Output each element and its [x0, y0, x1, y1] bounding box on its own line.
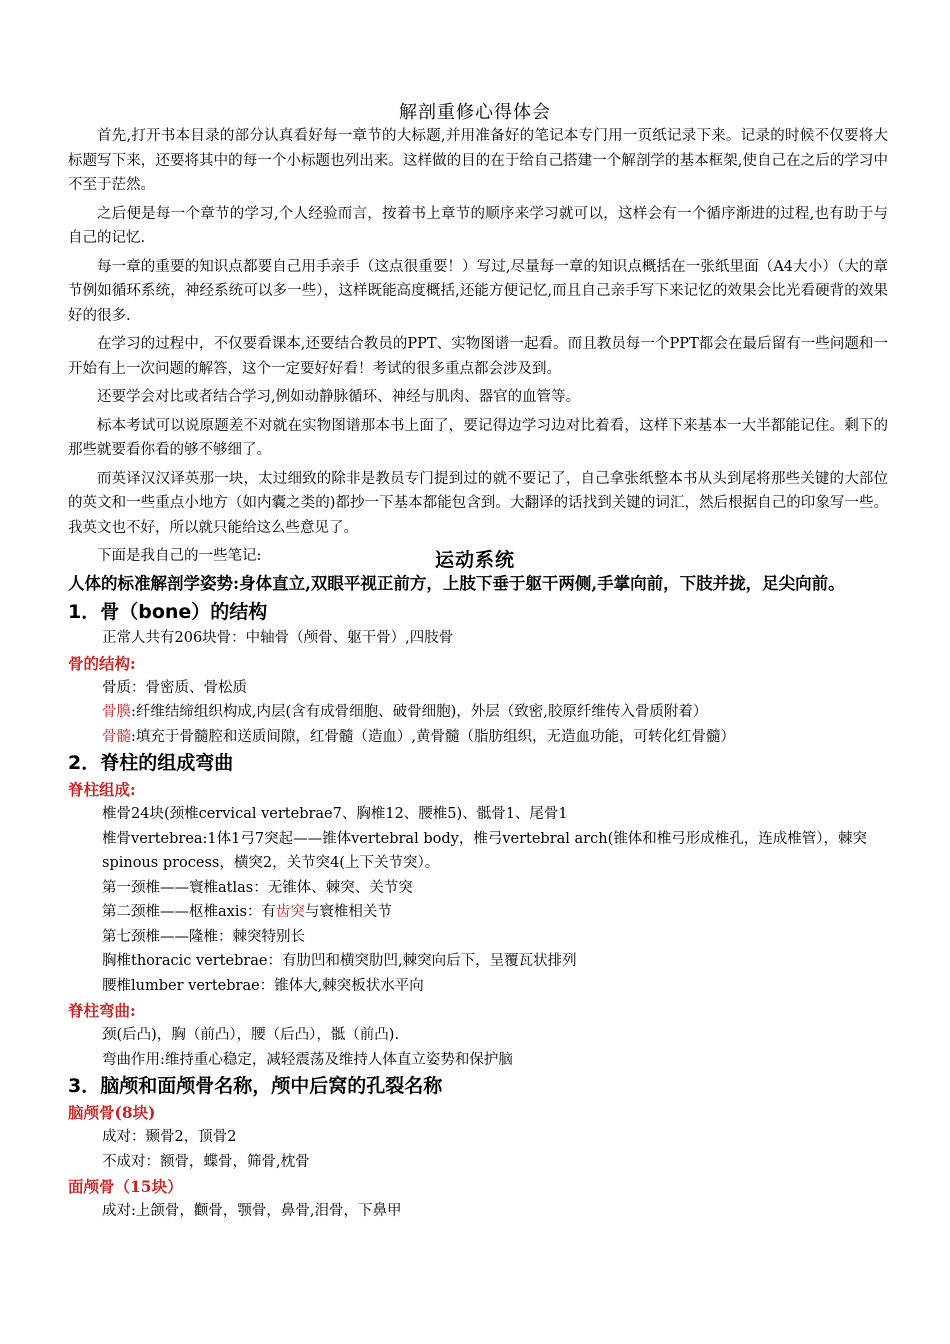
intro-paragraph: 下面是我自己的一些笔记: — [97, 548, 262, 564]
periosteum-text: :纤维结缔组织构成,内层(含有成骨细胞、破骨细胞)，外层（致密,胶原纤维传入骨质附着） — [131, 704, 708, 720]
intro-paragraph: 首先,打开书本目录的部分认真看好每一章节的大标题,并用准备好的笔记本专门用一页纸记录下来。记录的时候不仅要将大标题写下来，还要将其中的每一个小标题也列出来。这样做的目的在于给自己搭建一个解剖学的基本框架,使自己在之后的学习中不至于茫然。 — [68, 128, 888, 193]
intro-paragraph: 每一章的重要的知识点都要自己用手亲手（这点很重要！）写过,尽量每一章的知识点概括在一张纸里面（A4大小）（大的章节例如循环系统，神经系统可以多一些），这样既能高度概括,还能方便记忆,而且自己亲手写下来记忆的效果会比光看硬背的效果好的很多. — [68, 258, 888, 324]
subheading-spine-curvature: 脊柱弯曲: — [68, 1001, 136, 1020]
heading-spine: 2．脊柱的组成弯曲 — [68, 752, 234, 774]
notes-body — [68, 572, 918, 1224]
note-line: 骨质：骨密质、骨松质 — [102, 679, 247, 696]
heading-bone-structure: 1．骨（bone）的结构 — [68, 601, 268, 623]
note-line: 颈(后凸)，胸（前凸），腰（后凸），骶（前凸). — [102, 1027, 400, 1043]
note-line: 腰椎lumber vertebrae：锥体大,棘突板状水平向 — [102, 977, 424, 994]
posture-statement: 人体的标准解剖学姿势:身体直立,双眼平视正前方，上肢下垂于躯干两侧,手掌向前，下肢并拢，足尖向前。 — [68, 574, 845, 593]
subheading-cranial-bones: 脑颅骨(8块) — [68, 1103, 156, 1122]
note-line: 弯曲作用:维持重心稳定，减轻震荡及维持人体直立姿势和保护脑 — [102, 1051, 513, 1068]
term-dens: 齿突 — [275, 904, 305, 920]
note-line-axis — [68, 900, 918, 925]
document-title: 解剖重修心得体会 — [399, 102, 551, 123]
intro-section — [68, 124, 888, 573]
subheading-facial-bones: 面颅骨（15块） — [68, 1177, 183, 1196]
subheading-spine-composition: 脊柱组成: — [68, 780, 136, 799]
subheading-bone-structure: 骨的结构: — [68, 653, 136, 673]
note-line: 第一颈椎——寰椎atlas：无锥体、棘突、关节突 — [102, 879, 413, 896]
section-title: 运动系统 — [434, 549, 515, 571]
term-marrow: 骨髓 — [102, 728, 131, 745]
axis-text-pre: 第二颈椎——枢椎axis：有 — [102, 904, 276, 920]
term-periosteum: 骨膜 — [102, 704, 131, 720]
intro-paragraph: 而英译汉汉译英那一块，太过细致的除非是教员专门提到过的就不要记了，自己拿张纸整本书从头到尾将那些关键的大部位的英文和一些重点小地方（如内囊之类的)都抄一下基本都能包含到。大翻译的话找到关键的词汇，然后根据自己的印象写一些。我英文也不好，所以就只能给这么些意见了。 — [68, 470, 888, 536]
note-line-marrow — [68, 725, 918, 750]
intro-paragraph: 还要学会对比或者结合学习,例如动静脉循环、神经与肌肉、器官的血管等。 — [97, 389, 581, 405]
marrow-text: :填充于骨髓腔和送质间隙，红骨髓（造血）,黄骨髓（脂肪组织，无造血功能，可转化红骨髓） — [131, 728, 735, 745]
note-line: 椎骨vertebrea:1体1弓7突起——锥体vertebral body，椎弓vertebral arch(锥体和椎弓形成椎孔，连成椎管），棘突spinous process，横突2，关节突4(上下关节突）。 — [102, 830, 867, 871]
intro-paragraph: 标本考试可以说原题差不对就在实物图谱那本书上面了，要记得边学习边对比着看，这样下来基本一大半都能记住。剩下的那些就要看你看的够不够细了。 — [68, 417, 888, 458]
note-line: 第七颈椎——隆椎：棘突特别长 — [102, 928, 305, 945]
note-line: 成对:上颌骨，颧骨，颚骨，鼻骨,泪骨，下鼻甲 — [102, 1203, 402, 1219]
axis-text-post: 与寰椎相关节 — [304, 904, 392, 920]
note-line: 胸椎thoracic vertebrae：有肋凹和横突肋凹,棘突向后下，呈覆瓦状排列 — [102, 953, 577, 969]
note-line: 椎骨24块(颈椎cervical vertebrae7、胸椎12、腰椎5)、骶骨1、尾骨1 — [102, 806, 568, 822]
note-line: 成对：颞骨2，顶骨2 — [102, 1129, 237, 1145]
intro-paragraph: 在学习的过程中，不仅要看课本,还要结合教员的PPT、实物图谱一起看。而且教员每一个PPT都会在最后留有一些问题和一开始有上一次问题的解答，这个一定要好好看！考试的很多重点都会涉及到。 — [68, 336, 888, 377]
note-line: 正常人共有206块骨：中轴骨（颅骨、躯干骨）,四肢骨 — [102, 630, 454, 646]
intro-paragraph: 之后便是每一个章节的学习,个人经验而言，按着书上章节的顺序来学习就可以，这样会有一个循序渐进的过程,也有助于与自己的记忆. — [68, 205, 888, 246]
note-line-periosteum — [68, 700, 918, 725]
note-line: 不成对：额骨，蝶骨，筛骨,枕骨 — [102, 1153, 310, 1170]
heading-skull: 3．脑颅和面颅骨名称，颅中后窝的孔裂名称 — [68, 1075, 443, 1097]
